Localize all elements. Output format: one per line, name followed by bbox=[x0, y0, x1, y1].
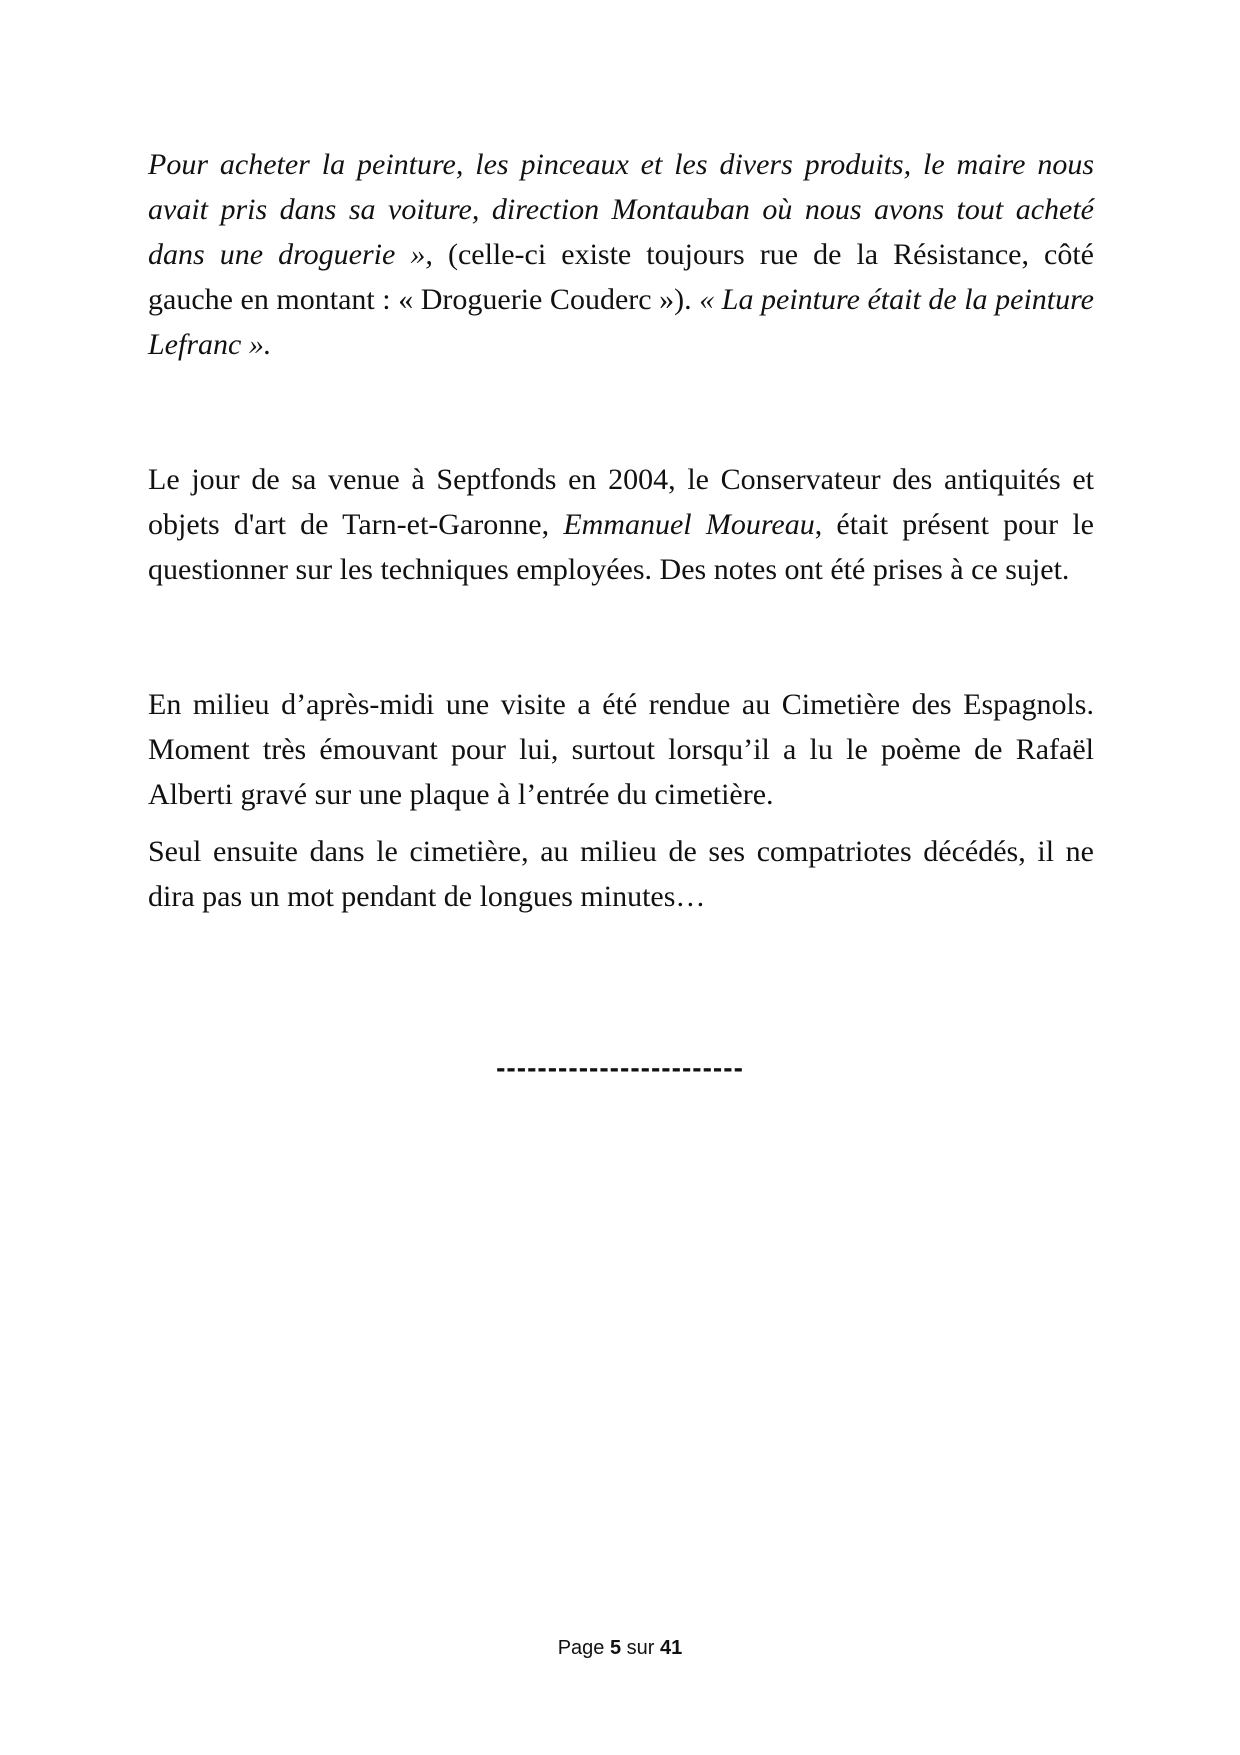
document-body bbox=[148, 142, 1094, 919]
footer-middle: sur bbox=[621, 1637, 661, 1659]
footer-current-page: 5 bbox=[609, 1637, 622, 1659]
footer-total-pages: 41 bbox=[660, 1637, 683, 1659]
page-footer bbox=[0, 1637, 1240, 1660]
paragraph-2-italic-name: Emmanuel Moureau bbox=[563, 508, 815, 541]
paragraph-2-text-a: Le jour de sa venue à Septfonds en 2004, le Conservateur des antiquités et objets d'art de Tarn-et-Garonne, bbox=[148, 463, 1094, 541]
paragraph-2 bbox=[148, 457, 1094, 592]
paragraph-1 bbox=[148, 142, 1094, 367]
paragraph-2-text-b: , était présent pour le questionner sur les techniques employées. Des notes ont été prises à ce sujet. bbox=[148, 508, 1094, 586]
paragraph-1-italic-b: « La peinture était de la peinture Lefranc ». bbox=[148, 283, 1094, 361]
section-separator: ------------------------ bbox=[496, 1052, 744, 1083]
paragraph-1-italic-a: Pour acheter la peinture, les pinceaux et les divers produits, le maire nous avait pris dans sa voiture, direction Montauban où nous avons tout acheté dans une droguerie », bbox=[148, 148, 1094, 271]
paragraph-1-text-a: (celle-ci existe toujours rue de la Résistance, côté gauche en montant : « Droguerie Couderc »). bbox=[148, 238, 1094, 316]
footer-prefix: Page bbox=[557, 1637, 610, 1659]
paragraph-3: En milieu d’après-midi une visite a été rendue au Cimetière des Espagnols. Moment très émouvant pour lui, surtout lorsqu’il a lu le poème de Rafaël Alberti gravé sur une plaque à l’entrée du cimetière. bbox=[148, 688, 1094, 811]
paragraph-4: Seul ensuite dans le cimetière, au milieu de ses compatriotes décédés, il ne dira pas un mot pendant de longues minutes… bbox=[148, 835, 1094, 913]
